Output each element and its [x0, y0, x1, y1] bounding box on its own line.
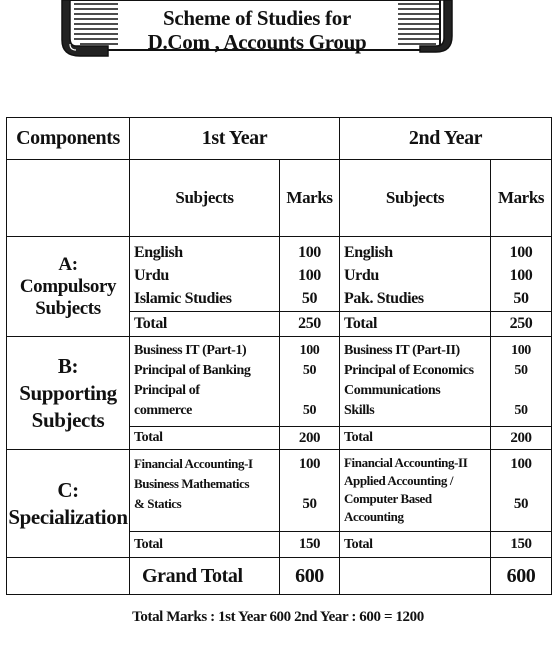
group-a-year2-marks	[491, 237, 552, 312]
list-item: 50	[513, 496, 529, 512]
list-item: Financial Accounting-I	[134, 456, 253, 471]
list-item: Skills	[344, 403, 375, 418]
list-item: 100	[509, 267, 533, 284]
list-item: Principal of	[134, 383, 200, 398]
group-a-year1-subjects	[130, 237, 280, 312]
group-b-year2-total-label: Total	[340, 427, 491, 450]
group-b-year1-total: 200	[280, 427, 340, 450]
list-item: English	[134, 244, 183, 261]
group-c-letter: C:	[57, 477, 79, 502]
group-a-name-line2: Subjects	[35, 297, 101, 319]
group-c-name: Specialization	[8, 504, 128, 529]
group-b-year2-marks	[491, 337, 552, 427]
list-item: 100	[510, 456, 532, 472]
group-a-year1-marks	[280, 237, 340, 312]
year2-subjects-header: Subjects	[340, 160, 491, 237]
group-c-year1-total: 150	[280, 532, 340, 558]
list-item: 100	[298, 456, 321, 472]
list-item: 100	[511, 343, 531, 358]
group-a-name-line1: Compulsory	[19, 275, 117, 297]
group-a-letter: A:	[58, 253, 78, 275]
group-b-year1-total-label: Total	[130, 427, 280, 450]
group-a-year1-total: 250	[280, 312, 340, 337]
group-c-year1-marks	[280, 450, 340, 532]
list-item: Urdu	[134, 267, 169, 284]
group-c-year2-subjects	[340, 450, 491, 532]
list-item: 50	[514, 363, 528, 378]
group-c-year2-total: 150	[491, 532, 552, 558]
group-a-year1-total-label: Total	[130, 312, 280, 337]
list-item: 100	[509, 244, 533, 261]
group-c-label	[7, 450, 130, 558]
list-item: Computer Based	[344, 491, 432, 506]
list-item: 100	[299, 343, 320, 358]
group-b-letter: B:	[57, 353, 79, 378]
list-item: 100	[298, 244, 321, 261]
list-item: Islamic Studies	[134, 290, 232, 307]
group-a-label	[7, 237, 130, 337]
components-header: Components	[7, 118, 130, 160]
grand-total-year2: 600	[491, 558, 552, 595]
group-a-year2-subjects	[340, 237, 491, 312]
group-b-label	[7, 337, 130, 450]
list-item: Principal of Economics	[344, 363, 474, 378]
list-item: 50	[513, 290, 529, 307]
group-c-row	[7, 450, 552, 532]
group-b-year1-marks	[280, 337, 340, 427]
list-item: Financial Accounting-II	[344, 455, 468, 470]
title-banner	[60, 0, 454, 58]
group-b-row	[7, 337, 552, 427]
spacer	[280, 381, 339, 401]
list-item: 50	[301, 290, 318, 307]
list-item: 50	[302, 403, 317, 418]
list-item: Business IT (Part-II)	[344, 343, 460, 358]
list-item: 50	[302, 496, 317, 512]
list-item: Business IT (Part-1)	[134, 343, 247, 358]
list-item: 50	[302, 363, 317, 378]
group-a-row	[7, 237, 552, 312]
grand-total-label: Grand Total	[130, 558, 280, 595]
list-item: Applied Accounting /	[344, 473, 454, 488]
list-item: Pak. Studies	[344, 290, 424, 307]
group-a-year2-total: 250	[491, 312, 552, 337]
list-item: Communications	[344, 383, 441, 398]
banner-title-line2: D.Com , Accounts Group	[147, 30, 367, 54]
group-b-year2-total: 200	[491, 427, 552, 450]
year2-header: 2nd Year	[340, 118, 552, 160]
spacer	[491, 381, 551, 401]
list-item: Business Mathematics	[134, 476, 250, 491]
year2-marks-header: Marks	[491, 160, 552, 237]
list-item: commerce	[134, 403, 192, 418]
list-item: Principal of Banking	[134, 363, 251, 378]
table-subheader-row	[7, 160, 552, 237]
spacer	[491, 474, 551, 494]
grand-total-year1: 600	[280, 558, 340, 595]
empty-cell	[7, 558, 130, 595]
empty-cell	[340, 558, 491, 595]
list-item: Urdu	[344, 267, 379, 284]
group-c-year1-total-label: Total	[130, 532, 280, 558]
list-item: 50	[514, 403, 528, 418]
banner-title-line1: Scheme of Studies for	[163, 6, 351, 30]
list-item: & Statics	[134, 496, 182, 511]
list-item: Accounting	[344, 509, 404, 524]
group-c-year1-subjects	[130, 450, 280, 532]
year1-header: 1st Year	[130, 118, 340, 160]
year1-marks-header: Marks	[280, 160, 340, 237]
empty-cell	[7, 160, 130, 237]
total-marks-note: Total Marks : 1st Year 600 2nd Year : 600 = 1200	[132, 609, 424, 625]
scheme-table	[6, 117, 552, 595]
group-b-name-line2: Subjects	[31, 407, 105, 432]
list-item: 100	[298, 267, 321, 284]
grand-total-row	[7, 558, 552, 595]
year1-subjects-header: Subjects	[130, 160, 280, 237]
group-b-year1-subjects	[130, 337, 280, 427]
group-c-year2-marks	[491, 450, 552, 532]
group-c-year2-total-label: Total	[340, 532, 491, 558]
group-a-year2-total-label: Total	[340, 312, 491, 337]
list-item: English	[344, 244, 393, 261]
group-b-name-line1: Supporting	[19, 380, 117, 405]
group-b-year2-subjects	[340, 337, 491, 427]
table-header-row	[7, 118, 552, 160]
spacer	[280, 474, 339, 494]
